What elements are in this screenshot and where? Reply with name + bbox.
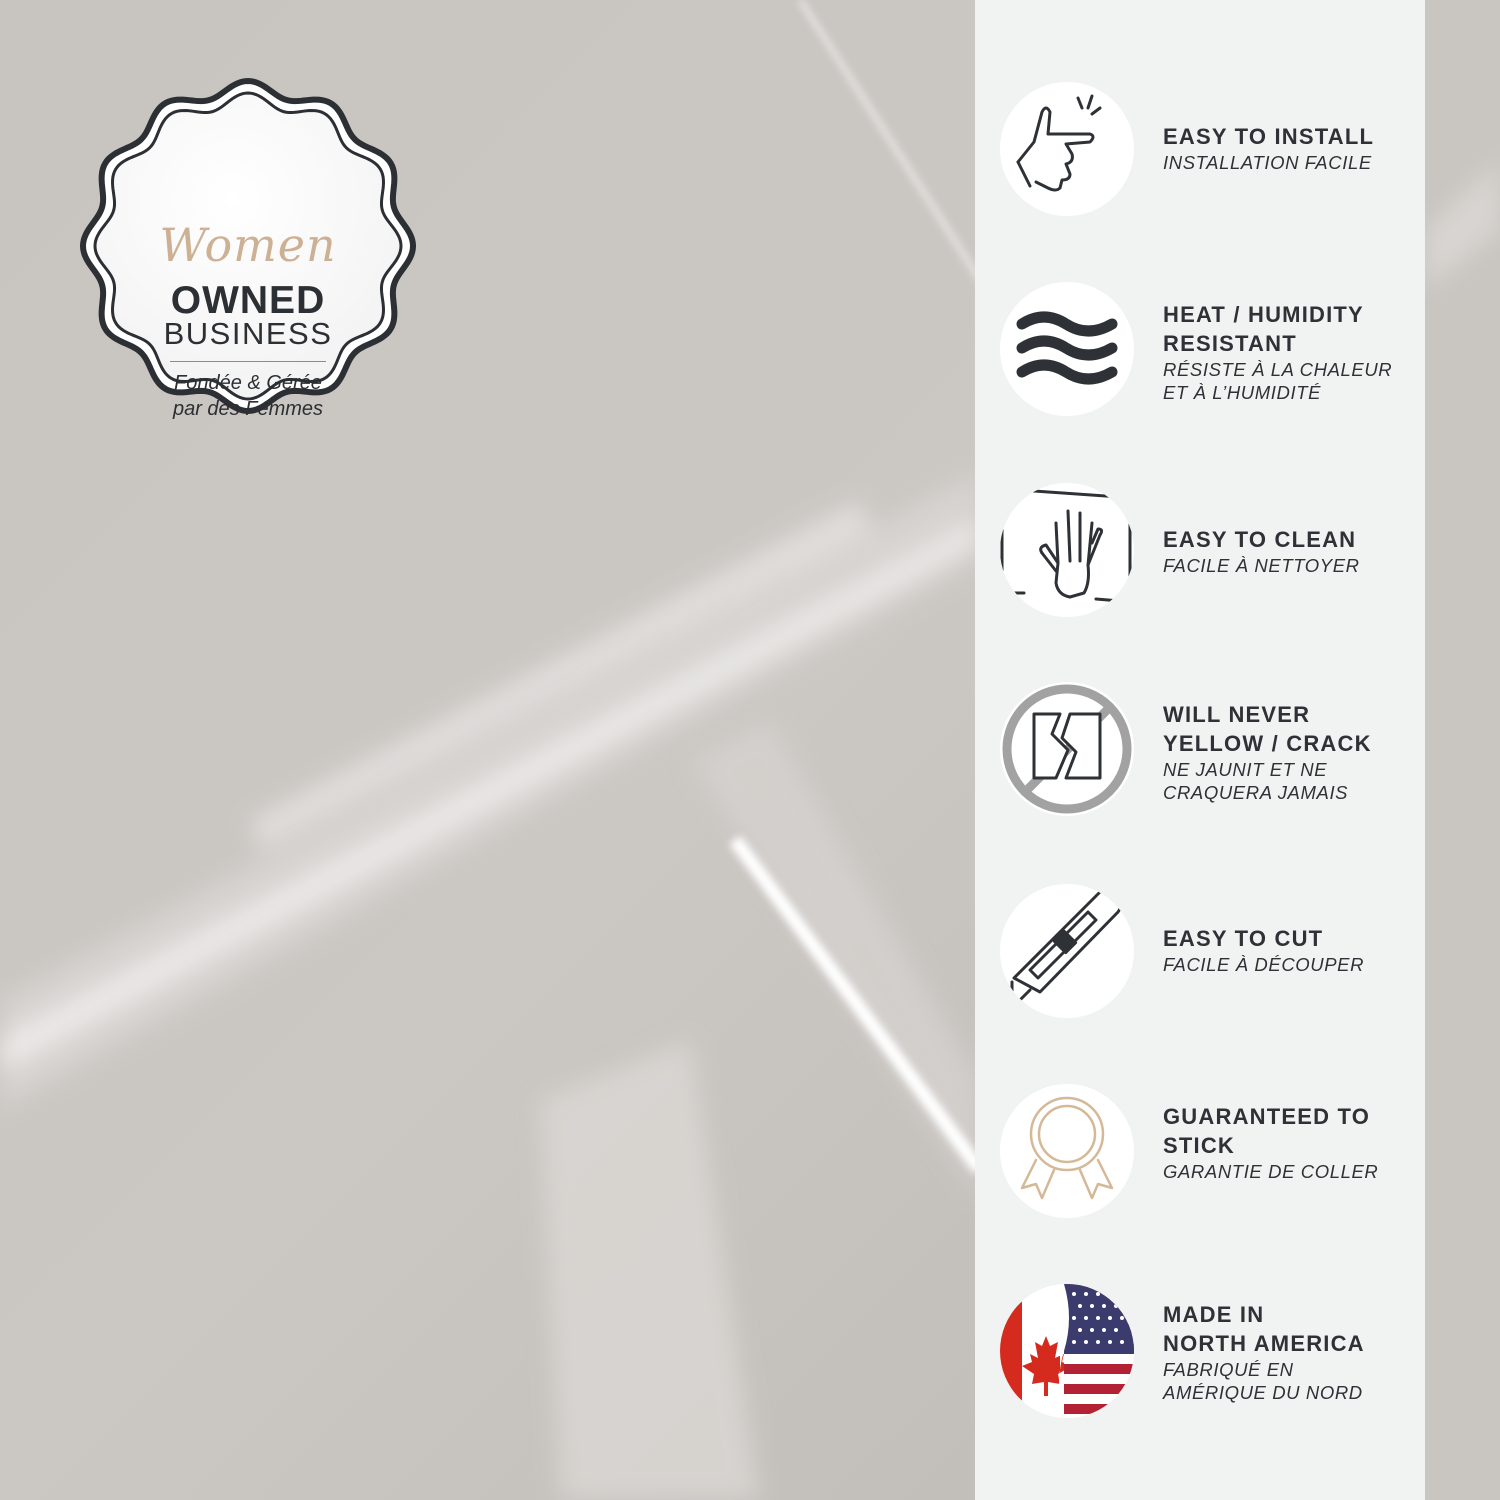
hand-wipe-icon — [1000, 483, 1134, 617]
feature-title-line: GUARANTEED TO — [1163, 1104, 1371, 1129]
feature-title-line: NORTH AMERICA — [1163, 1331, 1365, 1356]
feature-subtitle-line: NE JAUNIT ET NE — [1163, 759, 1328, 780]
feature-subtitle-line: RÉSISTE À LA CHALEUR — [1163, 359, 1393, 380]
feature-subtitle-line: GARANTIE DE COLLER — [1163, 1161, 1379, 1182]
feature-subtitle-line: AMÉRIQUE DU NORD — [1163, 1382, 1363, 1403]
badge-french-line-1: Fondée & Gérée — [174, 372, 322, 394]
waves-icon — [1000, 282, 1134, 416]
utility-knife-icon — [1000, 884, 1134, 1018]
feature-title-line: MADE IN — [1163, 1302, 1265, 1327]
feature-subtitle-line: ET À L’HUMIDITÉ — [1163, 382, 1322, 403]
badge-business-word: BUSINESS — [163, 316, 333, 351]
badge-french-line-2: par des Femmes — [172, 398, 324, 420]
award-ribbon-icon — [1000, 1084, 1134, 1218]
feature-title-line: RESISTANT — [1163, 331, 1297, 356]
feature-title-line: EASY TO CLEAN — [1163, 527, 1357, 552]
feature-subtitle-line: FACILE À NETTOYER — [1163, 555, 1360, 576]
feature-title-line: HEAT / HUMIDITY — [1163, 302, 1364, 327]
feature-item-clean — [975, 483, 1425, 623]
feature-item-never-yellow — [975, 682, 1425, 822]
canada-usa-flag-icon — [1000, 1284, 1134, 1418]
feature-title-line: EASY TO INSTALL — [1163, 124, 1375, 149]
feature-subtitle-line: FABRIQUÉ EN — [1163, 1359, 1294, 1380]
feature-item-made-in — [975, 1284, 1425, 1424]
feature-item-install — [975, 82, 1425, 222]
women-owned-badge — [78, 76, 418, 420]
badge-script-word: Women — [159, 218, 337, 272]
feature-item-heat-humidity — [975, 282, 1425, 422]
feature-item-stick — [975, 1084, 1425, 1224]
finger-snap-icon — [1000, 82, 1134, 216]
feature-title-line: EASY TO CUT — [1163, 926, 1324, 951]
feature-subtitle-line: FACILE À DÉCOUPER — [1163, 954, 1365, 975]
feature-panel — [975, 0, 1425, 1500]
feature-title-line: WILL NEVER — [1163, 702, 1311, 727]
feature-item-cut — [975, 884, 1425, 1024]
feature-subtitle-line: INSTALLATION FACILE — [1163, 152, 1372, 173]
feature-title-line: STICK — [1163, 1133, 1235, 1158]
badge-divider — [170, 361, 326, 362]
feature-subtitle-line: CRAQUERA JAMAIS — [1163, 782, 1349, 803]
badge-owned-word: OWNED — [170, 279, 326, 322]
no-crack-icon — [1000, 682, 1134, 816]
feature-title-line: YELLOW / CRACK — [1163, 731, 1372, 756]
